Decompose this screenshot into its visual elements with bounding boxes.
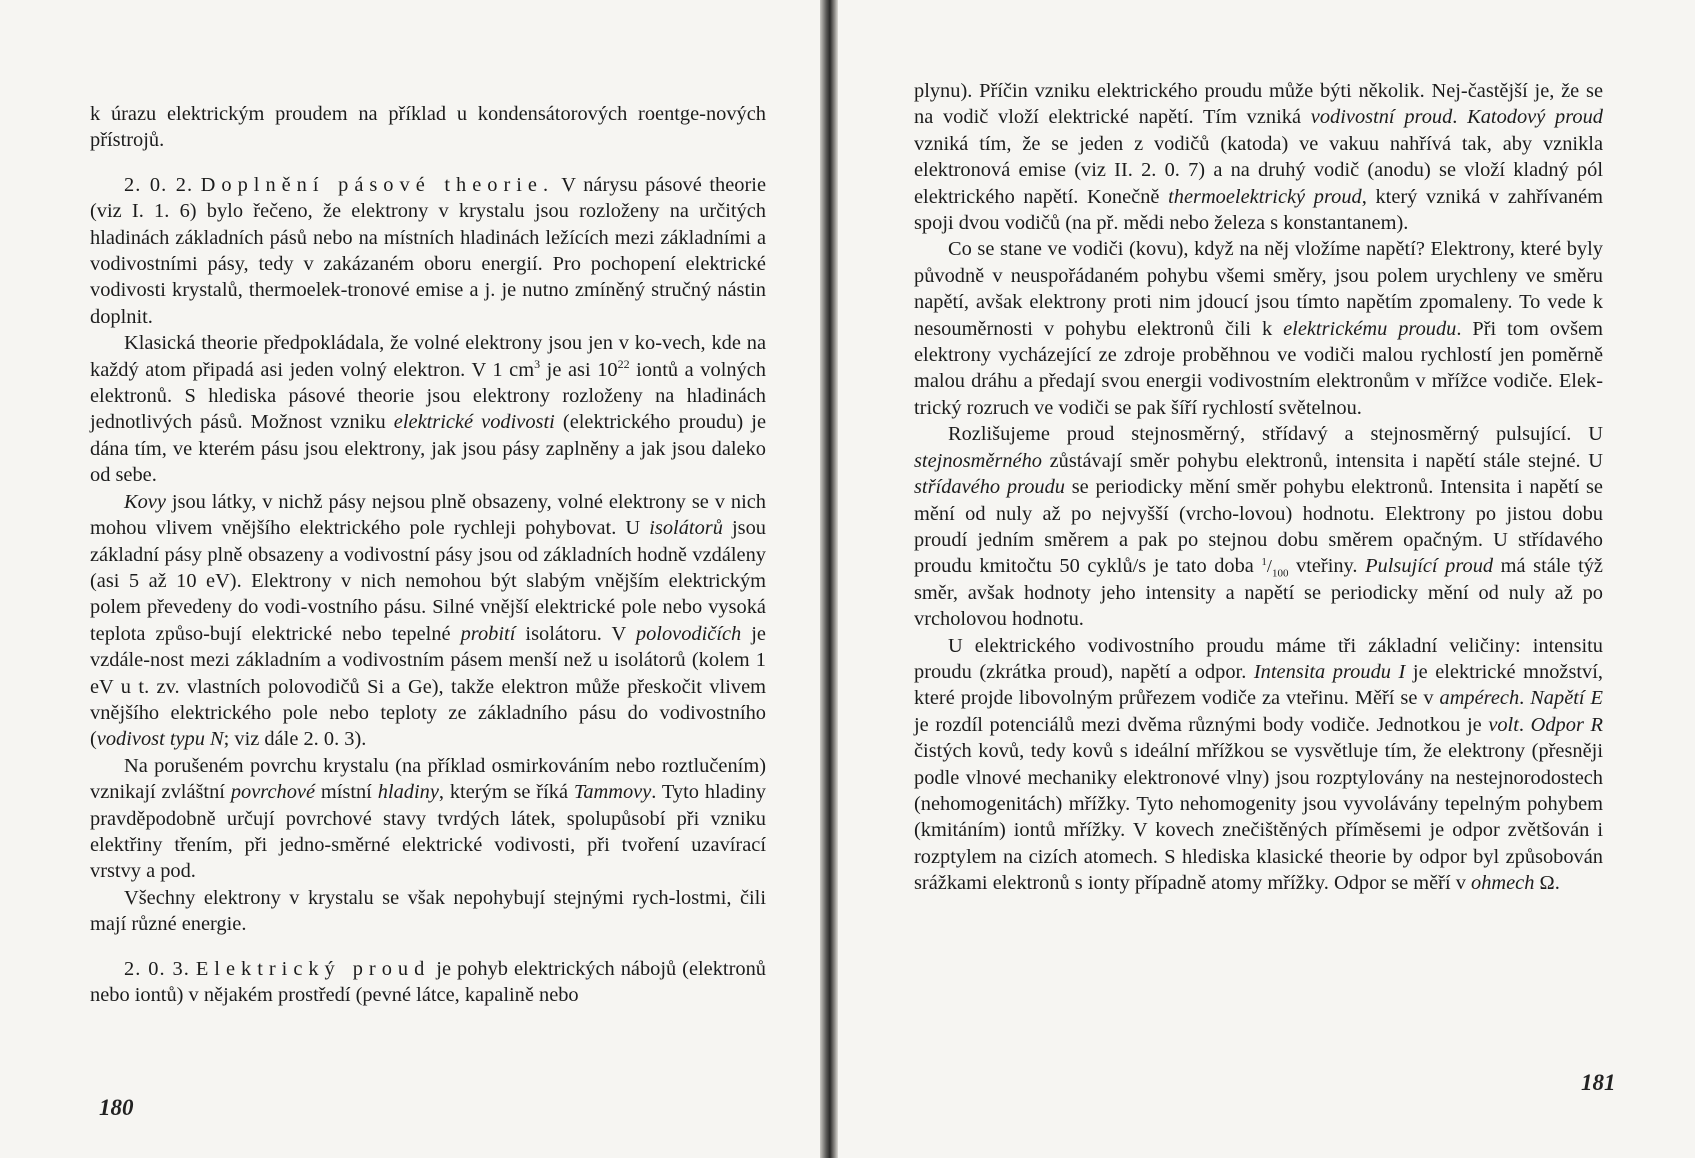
emphasis: Tammovy (573, 781, 652, 804)
emphasis: Intensita proudu I (1253, 660, 1406, 683)
emphasis: Katodový proud (1467, 106, 1603, 129)
text-run: má stále týž směr, avšak hodnoty jeho intensity a napětí se periodicky mění od nuly až po vrcholovou hodnotu. (914, 555, 1603, 631)
fraction: $^1/_{100}$ (1261, 556, 1289, 580)
emphasis: vodivost typu N (96, 728, 224, 751)
section-number: 2. 0. 3. (124, 957, 190, 980)
emphasis: elektrické vodivosti (393, 411, 555, 434)
text-run: . (1519, 687, 1531, 710)
text-run: Ω. (1534, 872, 1560, 895)
emphasis: probití (460, 622, 516, 645)
text-run: iontů a volných elektronů. S hlediska pásové theorie jsou elektrony rozloženy na hladinách jednotlivých pásů. Možnost vzniku (90, 358, 766, 434)
emphasis: stejnosměrného (914, 449, 1042, 472)
paragraph (90, 753, 766, 885)
paragraph (914, 236, 1603, 421)
emphasis: Napětí E (1530, 687, 1603, 710)
text-run: isolátoru. V (515, 622, 636, 645)
text-run: vteřiny. (1288, 555, 1366, 578)
text-run: je asi 10 (540, 358, 618, 381)
book-gutter (820, 0, 838, 1158)
emphasis: elektrickému proudu (1283, 317, 1457, 340)
section-heading: Doplnění pásové theorie. (200, 173, 555, 196)
text-run: jsou látky, v nichž pásy nejsou plně obsazeny, volné elektrony se v nich mohou vlivem vnějšího elektrického pole rychleji pohybovat. U (90, 490, 766, 540)
left-page-text (90, 101, 766, 1008)
superscript: 3 (534, 356, 541, 371)
text-run: místní (315, 781, 378, 804)
text-run: Na porušeném povrchu krystalu (na příklad osmirkováním nebo roztlučením) vznikají zvláštní (90, 754, 766, 804)
superscript: 22 (617, 356, 630, 371)
text-run: je elektrické množství, které projde libovolným průřezem vodiče za vteřinu. Měří se v (914, 660, 1604, 710)
text-run: je vzdále-nost mezi základním a vodivostním pásem menší než u isolátorů (kolem 1 eV u t. zv. vlastních polovodičů Si a Ge), takže elektron může přeskočit vlivem vnějšího elektrického pole nebo teploty ze základního pásu do vodivostního ( (90, 622, 766, 751)
section-text: je pohyb elektrických nábojů (elektronů nebo iontů) v nějakém prostředí (pevné látce, kapalině nebo (90, 957, 766, 1006)
right-page (838, 0, 1695, 1158)
emphasis: polovodičích (635, 622, 742, 645)
emphasis: Kovy (124, 490, 166, 513)
text-run: U elektrického vodivostního proudu máme tři základní veličiny: intensitu proudu (zkrátka proud), napětí a odpor. (914, 634, 1603, 683)
paragraph (90, 330, 766, 488)
emphasis: ampérech (1439, 687, 1520, 710)
text-run: (elektrického proudu) je dána tím, ve kterém pásu jsou elektrony, jak jsou pásy zaplněny a jak jsou daleko od sebe. (90, 411, 766, 487)
paragraph (914, 633, 1603, 897)
text-run: je rozdíl potenciálů mezi dvěma různými body vodiče. Jednotkou je (914, 713, 1489, 736)
text-run: . Při tom ovšem elektrony vycházející ze zdroje proběhnou ve vodiči malou rychlostí jen poměrně malou dráhu a předají svou energii vodivostním elektronům v mřížce vodiče. Elek-trický rozruch ve vodiči se pak šíří rychlostí světelnou. (914, 317, 1603, 419)
emphasis: Pulsující proud (1365, 555, 1494, 578)
emphasis: thermoelektrický proud (1168, 185, 1362, 208)
emphasis: vodivostní proud (1310, 106, 1453, 129)
emphasis: isolátorů (649, 517, 723, 540)
emphasis: Odpor R (1530, 713, 1603, 736)
text-run: ; viz dále 2. 0. 3). (223, 728, 367, 751)
page-number-left: 180 (99, 1095, 134, 1120)
emphasis: volt (1488, 713, 1519, 736)
text-run: Klasická theorie předpokládala, že volné elektrony jsou jen v ko-vech, kde na každý atom připadá asi jeden volný elektron. V 1 cm (90, 332, 766, 381)
section-text: V nárysu pásové theorie (viz I. 1. 6) bylo řečeno, že elektrony v krystalu jsou rozloženy na určitých hladinách základních pásů nebo na místních hladinách ležících mezi základními a vodivostními pásy, tedy v zakázaném oboru energií. Pro pochopení elektrické vodivosti krystalů, thermoelek-tronové emise a j. je nutno zmíněný stručný nástin doplnit. (90, 173, 766, 328)
text-run: . (1452, 106, 1468, 129)
text-run: vzniká tím, že se jeden z vodičů (katoda) ve vakuu nahřívá tak, aby vznikla elektronová emise (viz II. 2. 0. 7) a na druhý vodič (anodu) se vloží kladný pól elektrického napětí. Konečně (914, 132, 1603, 208)
text-run: . Tyto hladiny pravděpodobně určují povrchové stavy tvrdých látek, spolupůsobí při vzniku elektřiny třením, při jedno-směrné elektrické vodivosti, při tvoření uzavírací vrstvy a pod. (90, 781, 766, 883)
right-page-text (914, 78, 1603, 897)
fraction-denominator: 100 (1271, 567, 1289, 580)
text-run: čistých kovů, tedy kovů s ideální mřížkou se vysvětluje tím, že elektrony (přesněji podle vlnové mechaniky elektronové vlny) jsou rozptylovány na nestejnorodostech (nehomogenitách) mřížky. Tyto nehomogenity jsou vyvolávány tepelným pohybem (kmitáním) iontů mřížky. V kovech znečištěných příměsemi je odpor zvětšován i rozptylem na cizích atomech. S hlediska klasické theorie by odpor byl způsobován srážkami elektronů s ionty případně atomy mřížky. Odpor se měří v (914, 740, 1603, 895)
text-run: , který vzniká v zahřívaném spoji dvou vodičů (na př. mědi nebo železa s konstantanem). (914, 185, 1603, 235)
text-run: se periodicky mění směr pohybu elektronů. Intensita i napětí se mění od nuly až po nejvyšší (vrcho-lovou) hodnotu. Elektrony po jistou dobu proudí jedním směrem a pak po stejnou dobu směrem opačným. U střídavého proudu kmitočtu 50 cyklů/s je tato doba (914, 476, 1603, 578)
left-page (0, 0, 820, 1158)
paragraph: Všechny elektrony v krystalu se však nepohybují stejnými rych-lostmi, čili mají různé energie. (90, 886, 766, 936)
section-number: 2. 0. 2. (124, 173, 194, 196)
section-2-0-2 (90, 172, 766, 330)
text-run: jsou základní pásy plně obsazeny a vodivostní pásy jsou od základních hodně vzdáleny (asi 5 až 10 eV). Elektrony v nich nemohou být slabým vnějším elektrickým polem převedeny do vodi-vostního pásu. Silné vnější elektrické pole nebo vysoká teplota způso-bují elektrické nebo tepelné (90, 517, 766, 645)
paragraph (914, 78, 1603, 236)
emphasis: ohmech (1471, 872, 1535, 895)
emphasis: hladiny (377, 781, 439, 804)
fraction-numerator: 1 (1261, 556, 1267, 569)
text-run: plynu). Příčin vzniku elektrického proudu může býti několik. Nej-častější je, že se na vodič vloží elektrické napětí. Tím vzniká (914, 80, 1603, 129)
text-run: Co se stane ve vodiči (kovu), když na něj vložíme napětí? Elektrony, které byly původně v neuspořádaném pohybu všemi směry, jsou polem urychleny ve směru napětí, avšak elektrony proti nim jdoucí jsou tímto napětím zpomaleny. To vede k nesouměrnosti v pohybu elektronů čili k (914, 238, 1603, 340)
page-number-right: 181 (1581, 1070, 1616, 1095)
emphasis: povrchové (230, 781, 315, 804)
section-heading: Elektrický proud (195, 957, 431, 980)
paragraph (914, 421, 1603, 632)
emphasis: střídavého proudu (914, 476, 1065, 499)
paragraph (90, 489, 766, 753)
text-run: , kterým se říká (438, 781, 574, 804)
text-run: . (1518, 713, 1531, 736)
text-run: Rozlišujeme proud stejnosměrný, střídavý a stejnosměrný pulsující. U (948, 423, 1603, 446)
paragraph: k úrazu elektrickým proudem na příklad u kondensátorových roentge-nových přístrojů. (90, 103, 766, 152)
section-2-0-3 (90, 956, 766, 1009)
text-run: zůstávají směr pohybu elektronů, intensita i napětí stále stejné. U (1042, 449, 1603, 472)
